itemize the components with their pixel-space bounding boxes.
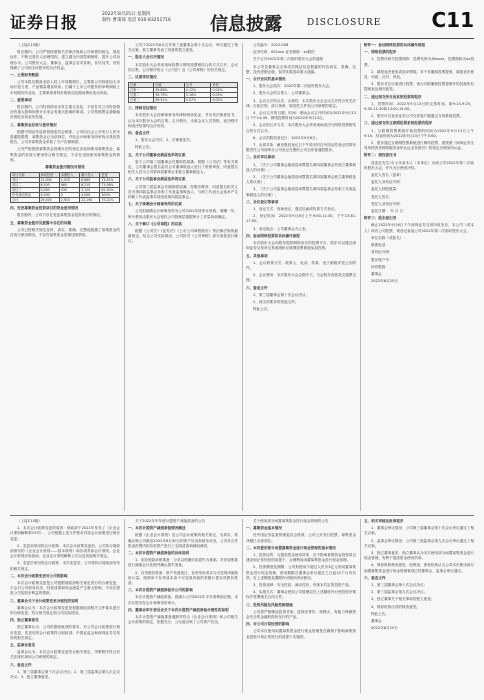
lower-column-3: [246, 519, 356, 693]
paragraph: 1、股东大会决议；2、法律意见书。: [135, 138, 194, 143]
lower-column-1: [10, 519, 120, 693]
table-cell: 960: [59, 183, 79, 188]
table-cell: 1,520: [59, 178, 79, 183]
table-cell: 4,000: [39, 193, 59, 198]
paragraph: 公司拟续聘会计师事务所为公司2022年度审计机构，聘期一年，审计费用由股东大会授权公司管理层根据审计工作量协商确定。: [128, 209, 238, 219]
issue-date: 2022年8月25日 星期四: [102, 12, 151, 17]
paragraph: 委托人身份证号码：: [371, 180, 404, 185]
paragraph: 3、独立董事关于相关事项的独立意见；: [371, 597, 435, 602]
table-cell: 项目一: [11, 178, 40, 183]
paragraph: 报告期内，公司严格按照相关法律法规和公司章程的规定，规范运作，不断完善法人治理结构，建立健全内部控制制度，提升公司治理水平。公司股东大会、董事会、监事会各司其职，各尽其责，有效保障了公司和全体股东的合法权益。: [10, 50, 120, 70]
paragraph: 三、募集资金存放与使用情况: [10, 122, 57, 127]
paragraph: 1、登记方式：现场登记、通过信函或传真方式登记。: [253, 207, 338, 212]
paragraph: 1、第三届董事会第十次会议决议；: [371, 583, 428, 588]
paragraph: 1、投票代码与投票简称：投票代码为36xxxx，投票简称为xx投票。: [364, 57, 474, 67]
paragraph: 四、独立董事意见: [10, 618, 39, 623]
table-cell: 项目三: [11, 188, 40, 193]
paragraph: 二、本次计提资产减值准备的具体说明: [128, 551, 190, 556]
paragraph: 2022年8月25日: [371, 279, 398, 284]
paragraph: 公司将严格筛选投资对象，选择信誉好、规模大、有能力保障资金安全的金融机构所发行的产品。: [246, 609, 356, 620]
paragraph: 公司严格按照募集资金管理办法的规定存放和使用募集资金，募集资金的存放与使用符合相关规定，不存在违规使用募集资金的情形。: [10, 147, 120, 162]
paragraph: 三、投资风险及风险控制措施: [246, 602, 293, 607]
paragraph: 2、股东可以登录证券公司交易客户端通过交易系统投票。: [371, 114, 464, 119]
paragraph: 经中国证券监督管理委员会核准，公司公开发行股票，募集资金净额已全部到位。: [246, 533, 356, 543]
paragraph: 4、实施方式：董事会授权公司管理层在上述额度内行使投资决策权并签署相关合同文件。: [246, 590, 356, 600]
paragraph: 4、会议召开的日期、时间：现场会议召开时间为2022年9月13日下午14:30；网络投票时间为2022年9月13日。: [246, 111, 356, 121]
table-header-cell: 同意: [154, 83, 185, 88]
table-cell: 5,000: [39, 188, 59, 193]
table-cell: 73.83%: [100, 178, 120, 183]
paragraph: 1、第三届董事会第十次会议决议；: [253, 292, 310, 297]
paragraph: 公司第三届监事会任期即将届满，经股东推荐，同意提名相关人员为第四届监事会非职工代表监事候选人，与职工代表大会选举产生的职工代表监事共同组成第四届监事会。: [128, 184, 238, 200]
paragraph: （上接C10版）: [17, 43, 43, 47]
paragraph: 1、《关于公司董事会换届选举暨提名第四届董事会非独立董事候选人的议案》；: [246, 162, 356, 172]
paragraph: 四、董事会审计委员会关于本次计提资产减值准备合理性的说明: [128, 607, 229, 612]
paragraph: 1、会议联系方式：联系人、电话、传真、电子邮箱详见公告附件。: [246, 260, 356, 270]
paragraph: 二、通过深交所交易系统投票的程序: [364, 94, 422, 99]
paragraph: 委托人持股数量：: [371, 187, 400, 192]
column-divider: [242, 519, 243, 693]
table-cell: 100%: [100, 193, 120, 198]
paragraph: 本次会计政策变更是公司根据财政部相关规定进行的合理变更，不会对公司财务状况、经营成果和现金流量产生重大影响，不存在损害公司及股东利益的情形。: [10, 581, 120, 596]
paragraph: 1、互联网投票系统开始投票的时间为2022年9月13日上午9:15，结束时间为2022年9月13日下午3:00。: [364, 128, 474, 138]
paragraph: 2、股东大会的召集人：公司董事会。: [253, 91, 313, 96]
paragraph: 2、会议费用：本次股东大会会期半天，与会股东食宿及交通费自理。: [246, 273, 356, 283]
paragraph: 董事会: [371, 271, 382, 276]
column-divider: [360, 519, 361, 693]
paragraph: 附件一：参加网络投票的具体操作流程: [364, 43, 426, 47]
paragraph: 3、会议召开的合法、合规性：本次股东大会会议召开符合有关法律、行政法规、部门规章、规范性文件和公司章程的规定。: [246, 98, 356, 108]
table-cell: 3,120: [80, 188, 100, 193]
paragraph: 3、投资品种：安全性高、流动性好、有保本约定的投资产品。: [253, 583, 353, 588]
paragraph: 关于召开2022年第二次临时股东大会的通知: [253, 57, 324, 62]
table-cell: 8,860: [80, 178, 100, 183]
table-cell: 0.07%: [184, 98, 211, 103]
paragraph: 公司已按相关规定及时、真实、准确、完整地披露了募集资金的存放与使用情况，不存在募集资金管理违规情形。: [10, 227, 120, 238]
upper-column-2: [128, 43, 238, 511]
paragraph: 1、第三届董事会第十次会议决议；2、第三届监事会第九次会议决议；3、独立董事意见。: [10, 669, 120, 680]
paragraph: 6、会议的股权登记日：2022年9月6日。: [253, 135, 320, 140]
paragraph: 五、其他事项: [246, 253, 268, 258]
masthead: [10, 8, 474, 38]
page-number: C11: [431, 8, 474, 32]
column-divider: [242, 43, 243, 511]
paragraph: 二、本次会计政策变更对公司的影响: [10, 573, 68, 578]
table-cell: 75.22%: [100, 198, 120, 203]
masthead-rule: [10, 38, 474, 39]
paragraph: 本次股东大会采用现场投票与网络投票相结合的方式召开，会议的召集、召开程序符合《公司法》及《公司章程》的有关规定。: [128, 62, 238, 72]
paragraph: 三、董事会关于会计政策变更合理性的说明: [10, 598, 79, 603]
paragraph: 一、网络投票的程序: [364, 50, 397, 55]
paragraph: 二、会议审议事项: [246, 155, 275, 160]
paragraph: 本公司及董事会全体成员保证信息披露的内容真实、准确、完整，没有虚假记载、误导性陈述或重大遗漏。: [246, 64, 356, 74]
data-table: [10, 172, 120, 203]
paragraph: 公司于2022年8月召开第三届董事会第十次会议，审议通过了相关议案，独立董事发表了同意的独立意见。: [128, 43, 238, 53]
paragraph: 六、备查文件: [10, 662, 32, 667]
table-header-cell: 本期投入: [59, 173, 79, 178]
paragraph: 2022年8月25日: [371, 626, 398, 631]
paragraph: 一、召开会议的基本情况: [246, 77, 286, 82]
paragraph: 本次股东大会向股东提供网络形式的投票平台，股东可以通过深圳证券交易所交易系统和互联网投票系统参加投票。: [246, 241, 356, 251]
paragraph: 特此公告。: [371, 611, 389, 616]
paragraph: 二、重要事项: [10, 97, 32, 102]
paragraph: 五、关于公司董事会换届选举的议案: [128, 152, 186, 157]
section-title-en: DISCLOSURE: [307, 18, 382, 28]
paragraph: 2、第三届监事会第九次会议决议；: [371, 590, 428, 595]
paragraph: 八、关于修订《公司章程》的议案: [128, 221, 182, 226]
table-cell: 29,500: [39, 198, 59, 203]
section-title: 信息披露: [210, 14, 282, 35]
paragraph: 3、《关于公司监事会换届选举暨提名第四届监事会非职工代表监事候选人的议案》。: [246, 187, 356, 197]
paragraph: 五、相关审核及批准程序: [364, 519, 404, 523]
paragraph: 证券代码：002xxx 证券简称：xx股份: [253, 50, 315, 55]
paragraph: 1、投资目的：为提高资金使用效率，在不影响募集资金投资项目建设和正常经营的前提下，合理利用闲置募集资金进行现金管理。: [246, 553, 356, 563]
paragraph: 2、监事会审议情况：公司第三届监事会第九次会议审议通过了相关议案。: [364, 538, 474, 548]
paragraph: 根据中国证券监督管理委员会核准，公司向社会公开发行人民币普通股股票，募集资金已全部到位，并经会计师事务所审验出具验资报告。公司对募集资金采取了专户存储制度。: [10, 129, 120, 145]
paragraph: 三、会议登记等事项: [246, 199, 279, 204]
table-cell: 项目二: [11, 183, 40, 188]
paragraph: 四、变更募集资金投资项目的资金使用情况: [10, 206, 79, 211]
paragraph: 2、投资额度及期限：公司拟使用不超过人民币3亿元的闲置募集资金进行现金管理，使用期限自董事会审议通过之日起12个月内有效，在上述额度及期限内可循环滚动使用。: [246, 565, 356, 580]
paragraph: 一、主要财务数据: [10, 73, 39, 78]
paragraph: 持有股数：: [371, 264, 389, 269]
paragraph: 四、对公司日常经营的影响: [246, 622, 290, 627]
paragraph: 特此公告。: [135, 145, 153, 150]
table-cell: 0: [59, 193, 79, 198]
paragraph: 一、募集资金基本情况: [246, 526, 282, 531]
table-cell: 0.02%: [211, 88, 238, 93]
paragraph: 报告期内，公司经营情况未发生重大变化，不存在对公司经营情况有重大影响和预计未来会有重大影响的事项。公司按照既定战略稳步推进各项业务发展。: [10, 105, 120, 120]
table-header-cell: 累计投入: [80, 173, 100, 178]
paragraph: 本次股东大会经律师事务所律师现场见证，并出具法律意见书，认为本次股东大会的召集、召开程序、出席会议人员资格、表决程序和表决结果均合法有效。: [128, 113, 238, 128]
table-cell: 议案一: [129, 88, 154, 93]
table-cell: 99.91%: [154, 98, 185, 103]
paragraph: 一、本次计提资产减值准备情况概述: [128, 526, 186, 531]
upper-column-4: [364, 43, 474, 511]
table-header-cell: 承诺投资: [39, 173, 59, 178]
table-cell: 12,000: [39, 178, 59, 183]
paragraph: 六、备查文件: [246, 285, 268, 290]
paragraph: 本次计提资产减值准备，将减少公司2022年半年度利润总额，本次计提未经会计师事务所审计。: [128, 595, 238, 605]
paragraph: 特此公告。: [253, 307, 271, 312]
issue-meta: [102, 12, 171, 24]
paragraph: 3、股东对总议案进行投票，视为对除累积投票提案外的其他所有提案表达相同意见。: [364, 82, 474, 92]
paragraph: 2、登记时间：2022年9月8日上午9:00-11:30，下午13:30-17:00。: [246, 214, 356, 224]
paragraph: 2、变更前采用的会计政策：本次会计政策变更前，公司执行财政部颁布的《企业会计准则——基本准则》和各项具体会计准则、企业会计准则应用指南、企业会计准则解释公告以及其他相关规定。: [10, 543, 120, 559]
table-header-cell: 项目名称: [11, 173, 40, 178]
table-title: 募集资金使用情况对照表: [45, 165, 85, 170]
paragraph: 二、议案审议情况: [128, 75, 157, 80]
table-header-cell: 反对: [184, 83, 211, 88]
paragraph: 2、股东通过互联网投票系统进行网络投票，需按照《深圳证券交易所投资者网络服务身份认证业务指引》的规定办理身份认证。: [364, 141, 474, 151]
paragraph: 委托人签名（盖章）：: [371, 173, 407, 178]
paragraph: 独立董事认为：公司依据财政部的要求，对公司会计政策进行相应变更，变更后的会计政策符合财政部、中国证监会和深圳证券交易所的相关规定。: [10, 625, 120, 640]
paragraph: 根据《公司法》《证券法》《上市公司章程指引》等法律法规的最新规定，结合公司实际情况，公司拟对《公司章程》部分条款进行修订。: [128, 229, 238, 244]
paragraph: 监事会认为：本次会计政策变更符合相关规定，决策程序符合有关法律法规和公司章程的规定。: [10, 650, 120, 660]
column-divider: [124, 519, 125, 693]
table-header-cell: 议案: [129, 83, 154, 88]
column-divider: [124, 43, 125, 511]
paragraph: 五、募集资金使用及披露中存在的问题: [10, 220, 72, 225]
table-cell: 99.79%: [154, 93, 185, 98]
paragraph: 四、参加网络投票的具体操作流程: [246, 233, 300, 238]
paragraph: 附件二：授权委托书: [364, 153, 397, 158]
table-cell: 2,910: [59, 198, 79, 203]
section-divider: [10, 515, 474, 516]
table-cell: 430: [59, 188, 79, 193]
table-cell: 0.03%: [211, 93, 238, 98]
table-cell: 0.12%: [184, 88, 211, 93]
paragraph: 关于2022年半年度计提资产减值准备的公告: [135, 519, 206, 523]
paragraph: 2、《关于公司董事会换届选举暨提名第四届董事会独立董事候选人的议案》；: [246, 175, 356, 185]
paragraph: 3、变更后采用的会计政策：本次变更后，公司将执行财政部发布的相关规定。: [10, 561, 120, 571]
paragraph: 单位名称（或姓名）：: [371, 235, 407, 240]
paragraph: 受托人身份证号码：: [371, 201, 404, 206]
paragraph: 本次计提资产减值准备遵照并符合《企业会计准则》和公司相关会计政策的规定，依据充分，公允地反映了公司资产状况。: [128, 615, 238, 625]
paragraph: 2、存货跌价准备：资产负债表日，存货采用成本与可变现净值孰低计量，按照单个存货成本高于可变现净值的差额计提存货跌价准备。: [128, 570, 238, 586]
table-cell: 62.40%: [100, 188, 120, 193]
table-cell: 议案三: [129, 98, 154, 103]
paragraph: 1、应收账款坏账准备：公司以预期信用损失为基础，对应收账款进行减值会计处理并确认损失准备。: [128, 558, 238, 568]
paragraph: 3、独立董事意见：独立董事认为本次使用部分闲置募集资金进行现金管理，有利于提高资金使用效率。: [364, 551, 474, 561]
paragraph: 报告期内，公司不存在变更募集资金投资项目的情况。: [17, 213, 104, 218]
paragraph: 联系电话：: [371, 243, 389, 248]
column-divider: [360, 43, 361, 511]
data-table: [128, 82, 238, 103]
lower-column-4: [364, 519, 474, 693]
paragraph: 一、股东大会召开情况: [128, 55, 164, 60]
table-cell: 22,190: [80, 198, 100, 203]
paragraph: 3、登记地点：公司董事会办公室。: [253, 226, 310, 231]
table-cell: 73.06%: [100, 183, 120, 188]
table-cell: 4,000: [80, 193, 100, 198]
paragraph: 4、保荐机构核查意见：经核查，保荐机构认为公司本次使用部分闲置募集资金进行现金管理事项已经董事会、监事会审议通过。: [364, 563, 474, 573]
paragraph: 根据《企业会计准则》及公司会计政策的相关规定，为真实、准确反映公司截至2022年6月30日的资产状况和财务状况，公司对合并报表范围内的各类资产进行了全面清查和减值测试。: [128, 533, 238, 548]
paragraph: 委托日期： 年 月 日: [371, 209, 404, 214]
paragraph: 五、监事会意见: [10, 643, 36, 648]
table-cell: 99.86%: [154, 88, 185, 93]
paragraph: 三、通过深交所互联网投票系统投票的程序: [364, 121, 433, 126]
paragraph: 鉴于公司第三届董事会任期即将届满，根据《公司法》等有关规定，公司董事会提名委员会对董事候选人进行了资格审查，同意提名相关人员为公司第四届董事会非独立董事候选人。: [128, 159, 238, 175]
issue-editor: 制作 曹秉琛 电话 010-83251716: [102, 18, 171, 23]
paragraph: 四、备查文件: [128, 131, 150, 136]
paragraph: 1、股东大会届次：2022年第二次临时股东大会。: [253, 84, 333, 89]
paragraph: （上接C10版）: [17, 519, 43, 523]
paragraph: 三、本次计提资产减值准备对公司的影响: [128, 588, 193, 593]
table-cell: 议案二: [129, 93, 154, 98]
lower-column-2: [128, 519, 238, 693]
table-cell: 0.02%: [211, 98, 238, 103]
paragraph: 二、本次使用部分闲置募集资金进行现金管理的基本情况: [246, 545, 336, 550]
paragraph: 受托人签名：: [371, 194, 393, 199]
table-row: [129, 98, 238, 103]
paragraph: 1、董事会审议情况：公司第三届董事会第十次会议审议通过了相关议案。: [364, 526, 474, 536]
paragraph: 董事会: [371, 619, 382, 624]
newspaper-logo: 证券日报: [10, 13, 79, 32]
paragraph: 关于使用部分闲置募集资金进行现金管理的公告: [253, 519, 329, 523]
paragraph: 截止2022年9月6日下午深圳证券交易所收市后，本公司（或本人）持有公司股票，现登记参加公司2022年第二次临时股东大会。: [364, 223, 474, 233]
paragraph: 三、律师见证情况: [128, 106, 157, 111]
table-cell: 0.18%: [184, 93, 211, 98]
table-header-cell: 进度: [100, 173, 120, 178]
table-cell: 8,500: [39, 183, 59, 188]
paragraph: 公司本次使用闲置募集资金进行现金管理是在确保不影响募集资金投资计划正常进行的前提下实施的。: [246, 629, 356, 639]
table-row: [11, 198, 120, 203]
paragraph: 六、备查文件: [364, 575, 386, 580]
paragraph: 5、会议的召开方式：本次股东大会采用现场表决与网络投票相结合的方式召开。: [246, 123, 356, 133]
table-cell: 补充流动资金: [11, 193, 40, 198]
paragraph: 七、关于续聘会计师事务所的议案: [128, 202, 182, 207]
paragraph: 2、填报表决意见或选举票数。对于非累积投票提案，填报表决意见：同意、反对、弃权。: [364, 69, 474, 80]
paragraph: 董事会认为：本次会计政策变更是根据财政部相关文件要求进行的合理变更，符合相关规定和公司实际情况。: [10, 605, 120, 616]
table-header-cell: 弃权: [211, 83, 238, 88]
paragraph: 股东账户号：: [371, 257, 393, 262]
paragraph: 身份证号码：: [371, 250, 393, 255]
table-cell: 合计: [11, 198, 40, 203]
paragraph: 六、关于公司监事会换届选举的议案: [128, 177, 186, 182]
paragraph: 附件三：股东登记表: [364, 216, 397, 221]
table-cell: 6,210: [80, 183, 100, 188]
paragraph: 1、投票时间：2022年9月13日的交易时间，即9:15-9:25，9:30-11:30和13:00-15:00。: [364, 101, 474, 112]
paragraph: 1、本次会计政策变更的原因：财政部于2021年发布了《企业会计准则解释第15号》，公司根据上述文件要求对原会计政策进行相应变更。: [10, 526, 120, 541]
paragraph: 兹委托先生/女士代表本人（本单位）出席公司2022年第二次临时股东大会，并代为行使表决权。: [364, 160, 474, 170]
paragraph: 2、深交所要求的其他文件。: [253, 299, 299, 304]
paragraph: 7、出席对象：截至股权登记日下午收市时在中国证券登记结算有限责任公司深圳分公司登记在册的公司全体普通股股东。: [246, 143, 356, 153]
paragraph: 公司本报告期营业收入较上年同期增长，主要系公司持续加大市场开拓力度，产品销量增加所致；归属于上市公司股东的净利润较上年同期有所变动，主要系原材料价格波动及期间费用变动所致。: [10, 80, 120, 95]
upper-column-3: [246, 43, 356, 511]
paragraph: 4、保荐机构出具的核查意见。: [371, 604, 421, 609]
paragraph: 公告编号：2022-058: [253, 43, 289, 47]
upper-column-1: [10, 43, 120, 511]
